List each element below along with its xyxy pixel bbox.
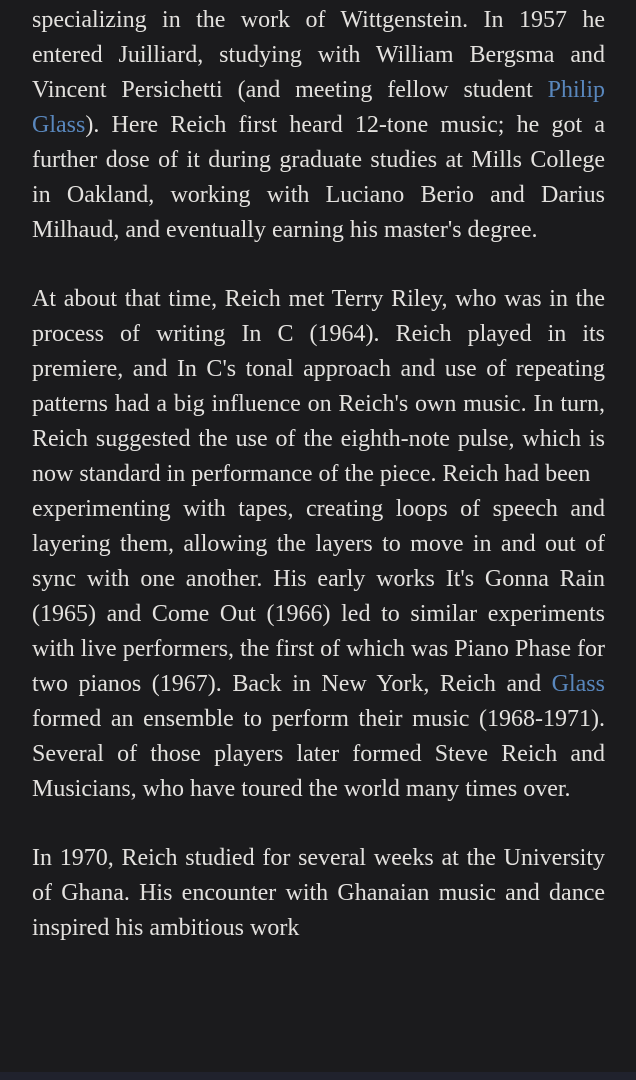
paragraph [32, 3, 605, 248]
paragraph [32, 841, 605, 946]
paragraph-text: ). Here Reich first heard 12-tone music; he got a further dose of it during graduate studies at Mills College in Oakland, working with Luciano Berio and Darius Milhaud, and eventually earning his master's degree. [32, 112, 605, 243]
paragraph-text: experimenting with tapes, creating loops of speech and layering them, allowing the layers to move in and out of sync with one another. His early works It's Gonna Rain (1965) and Come Out (1966) led to similar experiments with live performers, the first of which was Piano Phase for two pianos (1967). Back in New York, Reich and [32, 496, 605, 697]
paragraph-text: At about that time, Reich met Terry Riley, who was in the process of writing In C (1964). Reich played in its premiere, and In C's tonal approach and use of repeating patterns had a big influence on Reich's own music. In turn, Reich suggested the use of the eighth-note pulse, which is now standard in performance of the piece. Reich had been [32, 286, 605, 487]
paragraph-text: specializing in the work of Wittgenstein. In 1957 he entered Juilliard, studying with William Bergsma and Vincent Persichetti (and meeting fellow student [32, 7, 605, 103]
bottom-bar [0, 1072, 636, 1080]
paragraph [32, 282, 605, 807]
link-glass[interactable]: Glass [551, 671, 605, 697]
paragraph-text: In 1970, Reich studied for several weeks at the University of Ghana. His encounter with Ghanaian music and dance inspired his ambitious work [32, 845, 605, 941]
link-philip-glass[interactable]: Philip Glass [32, 77, 605, 138]
paragraph-text: formed an ensemble to perform their music (1968-1971). Several of those players later formed Steve Reich and Musicians, who have toured the world many times over. [32, 706, 605, 802]
